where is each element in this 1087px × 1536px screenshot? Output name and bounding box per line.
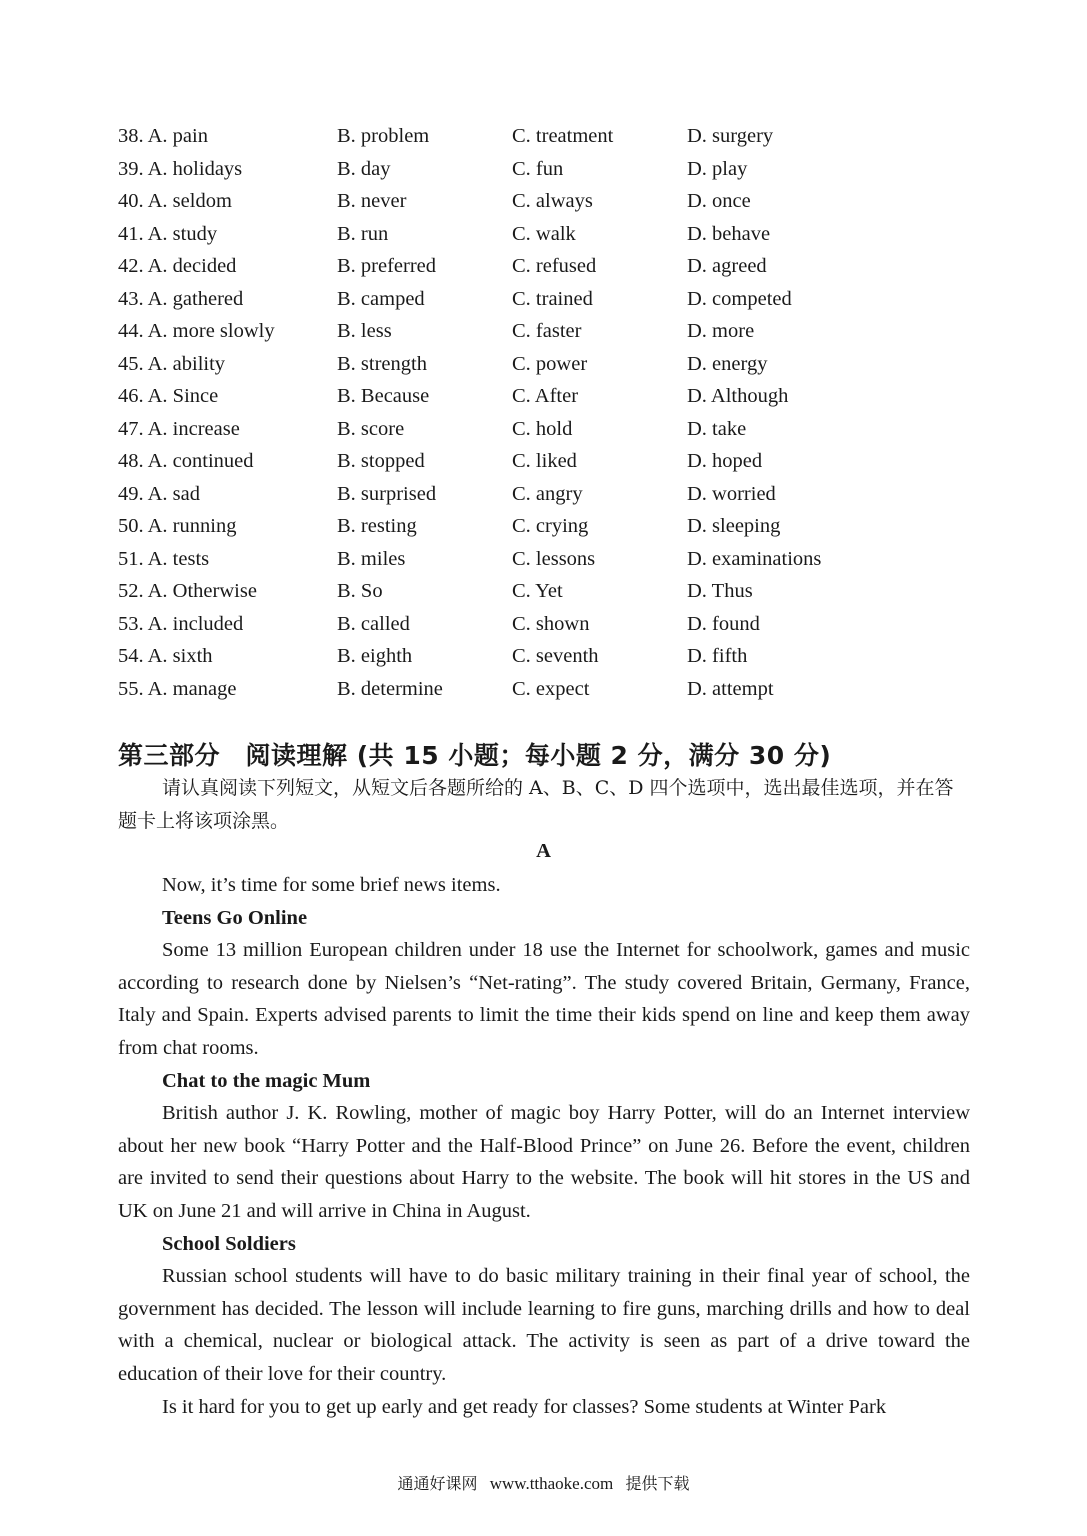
option-c: C. power [512,352,588,375]
option-row [118,348,978,381]
question-number: 43. [118,287,144,310]
question-number: 45. [118,352,144,375]
question-number: 53. [118,612,144,635]
section-instruction: 请认真阅读下列短文，从短文后各题所给的 A、B、C、D 四个选项中，选出最佳选项，并在答题卡上将该项涂黑。 [118,777,954,832]
option-a-text: A. running [147,515,237,537]
option-row [118,218,978,251]
option-a-text: A. included [147,612,244,635]
option-b: B. called [337,612,410,635]
option-row [118,120,978,153]
option-row [118,640,978,673]
option-d: D. fifth [687,645,748,667]
option-row [118,673,978,706]
option-d: D. attempt [687,677,774,700]
footer-url[interactable]: www.tthaoke.com [489,1474,614,1493]
passage-body [118,869,970,1423]
option-a [118,673,236,706]
footer-note: 提供下载 [625,1474,690,1493]
option-a [118,478,200,511]
option-row [118,413,978,446]
option-b: B. miles [337,547,406,570]
option-b: B. surprised [337,482,437,505]
option-a-text: A. more slowly [147,320,275,342]
option-a-text: A. study [147,222,218,245]
option-d: D. play [687,157,748,180]
option-a-text: A. continued [147,450,254,472]
option-c: C. Yet [512,580,563,602]
option-a [118,413,240,446]
option-row [118,185,978,218]
option-row [118,315,978,348]
option-c: C. treatment [512,125,614,147]
option-row [118,153,978,186]
option-a [118,283,243,316]
option-a [118,348,225,381]
option-a-text: A. sixth [147,645,213,667]
option-row [118,445,978,478]
option-c: C. walk [512,222,576,245]
option-c: C. refused [512,255,597,277]
news-heading: School Soldiers [162,1232,296,1255]
option-b: B. day [337,157,391,180]
question-number: 44. [118,320,144,342]
option-a [118,185,232,218]
question-number: 47. [118,417,144,440]
option-row [118,543,978,576]
option-d: D. more [687,320,755,342]
option-d: D. behave [687,222,771,245]
option-c: C. angry [512,482,583,505]
option-a-text: A. increase [147,417,240,440]
passage-label: A [536,840,551,862]
option-c: C. trained [512,287,593,310]
option-a-text: A. Otherwise [147,580,257,602]
answer-options-list [118,120,978,705]
option-d: D. agreed [687,255,767,277]
news-heading: Chat to the magic Mum [162,1069,371,1092]
option-a [118,380,218,413]
option-c: C. hold [512,417,573,440]
option-a [118,575,257,608]
option-d: D. competed [687,287,792,310]
option-d: D. hoped [687,450,763,472]
option-a-text: A. decided [147,255,237,277]
option-d: D. Although [687,385,789,407]
option-a-text: A. manage [147,677,237,700]
option-d: D. examinations [687,547,822,570]
option-a [118,640,213,673]
option-b: B. run [337,222,389,245]
option-c: C. crying [512,515,589,537]
question-number: 52. [118,580,144,602]
option-b: B. So [337,580,383,602]
question-number: 42. [118,255,144,277]
question-number: 39. [118,157,144,180]
option-a-text: A. tests [147,547,210,570]
option-d: D. surgery [687,125,774,147]
option-b: B. less [337,320,392,342]
question-number: 50. [118,515,144,537]
question-number: 55. [118,677,144,700]
option-row [118,380,978,413]
option-d: D. energy [687,352,768,375]
option-a [118,543,209,576]
option-a [118,315,275,348]
option-d: D. sleeping [687,515,781,537]
news-body: Russian school students will have to do basic military training in their final year of school, the government has decided. The lesson will include learning to fire guns, marching drills and how to deal with a chemical, nuclear or biological attack. The activity is seen as part of a drive toward the education of their love for their country. [118,1265,970,1385]
news-body: Some 13 million European children under 18 use the Internet for schoolwork, games and music according to research done by Nielsen’s “Net-rating”. The study covered Britain, Germany, France, Italy and Spain. Experts advised parents to limit the time their kids spend on line and keep them away from chat rooms. [118,939,970,1059]
option-a-text: A. Since [147,385,219,407]
option-row [118,575,978,608]
option-a-text: A. ability [147,352,226,375]
option-b: B. eighth [337,645,413,667]
option-c: C. always [512,190,593,212]
option-a [118,218,217,251]
option-b: B. camped [337,287,425,310]
option-d: D. once [687,190,751,212]
option-c: C. expect [512,677,590,700]
option-a-text: A. pain [147,125,208,147]
option-row [118,608,978,641]
option-c: C. faster [512,320,582,342]
option-b: B. strength [337,352,427,375]
option-d: D. take [687,417,747,440]
footer-site-name: 通通好课网 [397,1474,478,1493]
option-c: C. shown [512,612,590,635]
option-c: C. seventh [512,645,599,667]
option-row [118,250,978,283]
option-d: D. Thus [687,580,753,602]
option-c: C. lessons [512,547,596,570]
option-a-text: A. holidays [147,157,243,180]
option-c: C. After [512,385,579,407]
question-number: 40. [118,190,144,212]
option-a [118,250,236,283]
option-a [118,608,243,641]
option-a [118,120,208,153]
option-a-text: A. sad [147,482,201,505]
option-a [118,510,236,543]
option-a [118,153,242,186]
question-number: 51. [118,547,144,570]
question-number: 38. [118,125,144,147]
option-row [118,510,978,543]
option-a-text: A. seldom [147,190,232,212]
question-number: 54. [118,645,144,667]
passage-intro: Now, it’s time for some brief news items. [162,874,501,896]
passage-last-paragraph: Is it hard for you to get up early and get ready for classes? Some students at Winter Park [162,1395,887,1418]
section-title: 第三部分 阅读理解 (共 15 小题；每小题 2 分，满分 30 分) [118,741,832,770]
question-number: 46. [118,385,144,407]
option-row [118,478,978,511]
option-b: B. determine [337,677,443,700]
question-number: 49. [118,482,144,505]
option-c: C. fun [512,157,564,180]
option-b: B. preferred [337,255,437,277]
question-number: 41. [118,222,144,245]
option-b: B. resting [337,515,417,537]
option-b: B. Because [337,385,430,407]
option-b: B. problem [337,125,430,147]
option-a [118,445,254,478]
option-d: D. worried [687,482,776,505]
question-number: 48. [118,450,144,472]
option-d: D. found [687,612,760,635]
news-body: British author J. K. Rowling, mother of magic boy Harry Potter, will do an Internet interview about her new book “Harry Potter and the Half-Blood Prince” on June 26. Before the event, children are invited to send their questions about Harry to the website. The book will hit stores in the US and UK on June 21 and will arrive in China in August. [118,1102,970,1222]
option-row [118,283,978,316]
option-b: B. stopped [337,450,425,472]
option-b: B. score [337,417,405,440]
page-footer [0,1471,1087,1494]
option-a-text: A. gathered [147,287,244,310]
option-b: B. never [337,190,407,212]
news-heading: Teens Go Online [162,906,308,929]
option-c: C. liked [512,450,577,472]
